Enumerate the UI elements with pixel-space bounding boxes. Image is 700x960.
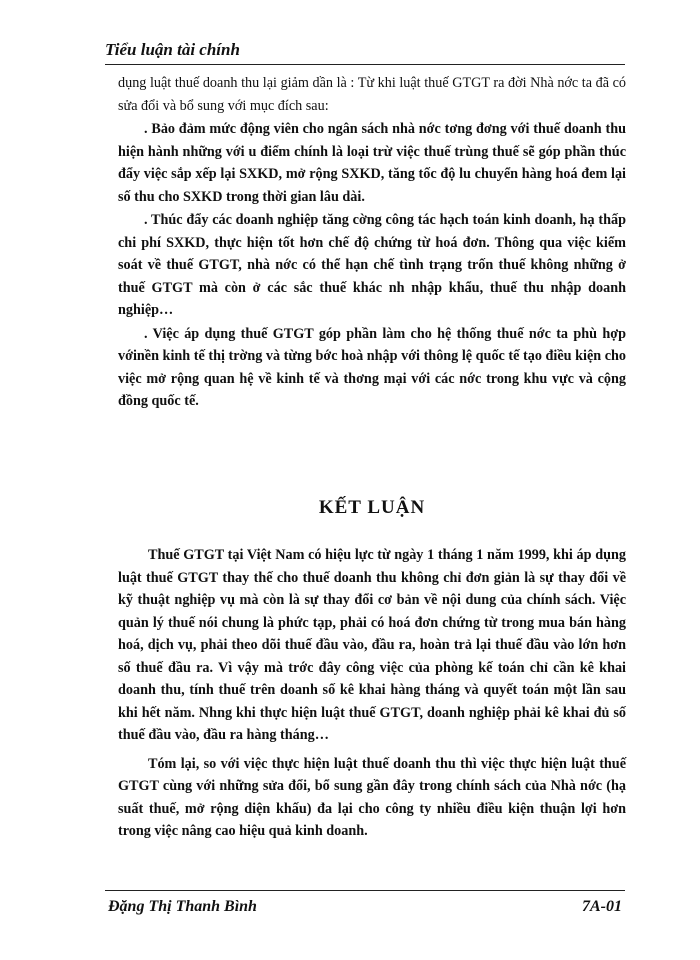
conclusion-paragraph-1: Thuế GTGT tại Việt Nam có hiệu lực từ ngày 1 tháng 1 năm 1999, khi áp dụng luật thuế GTGT thay thế cho thuế doanh thu không chỉ đơn giản là sự thay đổi về kỹ thuật nghiệp vụ mà còn là sự thay đổi cơ bản về nội dung của chính sách. Việc quản lý thuế nói chung là phức tạp, phải có hoá đơn chứng từ trong mua bán hàng hoá, dịch vụ, phải theo dõi thuế đầu vào, đầu ra, hoàn trả lại thuế đầu vào lớn hơn số thuế đầu ra. Vì vậy mà trớc đây công việc của phòng kế toán chỉ cần kê khai doanh thu, tính thuế trên doanh số kê khai hàng tháng và quyết toán một lần sau khi hết năm. Nhng khi thực hiện luật thuế GTGT, doanh nghiệp phải kê khai đủ số thuế đầu vào, đầu ra hàng tháng…	[118, 547, 626, 743]
footer-class-code: 7A-01	[582, 898, 622, 915]
page-content	[118, 72, 626, 839]
page-footer	[108, 898, 622, 916]
bullet-paragraph-2: . Thúc đẩy các doanh nghiệp tăng cờng công tác hạch toán kinh doanh, hạ thấp chi phí SXKD, thực hiện tốt hơn chế độ chứng từ hoá đơn. Thông qua việc kiểm soát về thuế GTGT, nhà nớc có thể hạn chế tình trạng trốn thuế không những ở thuế GTGT mà còn ở các sắc thuế khác nh nhập khẩu, thuế thu nhập doanh nghiệp…	[118, 212, 626, 318]
header-divider	[105, 64, 625, 65]
page-header	[105, 40, 625, 60]
bullet-paragraph-3: . Việc áp dụng thuế GTGT góp phần làm cho hệ thống thuế nớc ta phù hợp vớinền kinh tế thị trờng và từng bớc hoà nhập với thông lệ quốc tế tạo điều kiện cho việc mở rộng quan hệ về kinh tế và thơng mại với các nớc trong khu vực và cộng đồng quốc tế.	[118, 325, 626, 409]
conclusion-paragraph-2: Tóm lại, so với việc thực hiện luật thuế doanh thu thì việc thực hiện luật thuế GTGT cùng với những sửa đổi, bổ sung gần đây trong chính sách của Nhà nớc (hạ suất thuế, mở rộng diện khấu) đa lại cho công ty nhiều điều kiện thuận lợi hơn trong việc nâng cao hiệu quả kinh doanh.	[118, 755, 626, 839]
section-heading: KẾT LUẬN	[318, 497, 426, 518]
header-title: Tiểu luận tài chính	[105, 40, 240, 59]
conclusion-body	[118, 544, 626, 849]
bullet-paragraph-1: . Bảo đảm mức động viên cho ngân sách nhà nớc tơng đơng với thuế doanh thu hiện hành những với u điểm chính là loại trừ việc thuế trùng thuế sẽ góp phần thúc đẩy việc sắp xếp lại SXKD, mở rộng SXKD, tăng tốc độ lu chuyển hàng hoá đem lại số thu cho SXKD trong thời gian lâu dài.	[118, 121, 626, 205]
footer-divider	[105, 890, 625, 891]
footer-author: Đặng Thị Thanh Bình	[108, 898, 257, 915]
intro-paragraph: dụng luật thuế doanh thu lại giảm dần là : Từ khi luật thuế GTGT ra đời Nhà nớc ta đã có sửa đổi và bổ sung với mục đích sau:	[118, 75, 626, 114]
